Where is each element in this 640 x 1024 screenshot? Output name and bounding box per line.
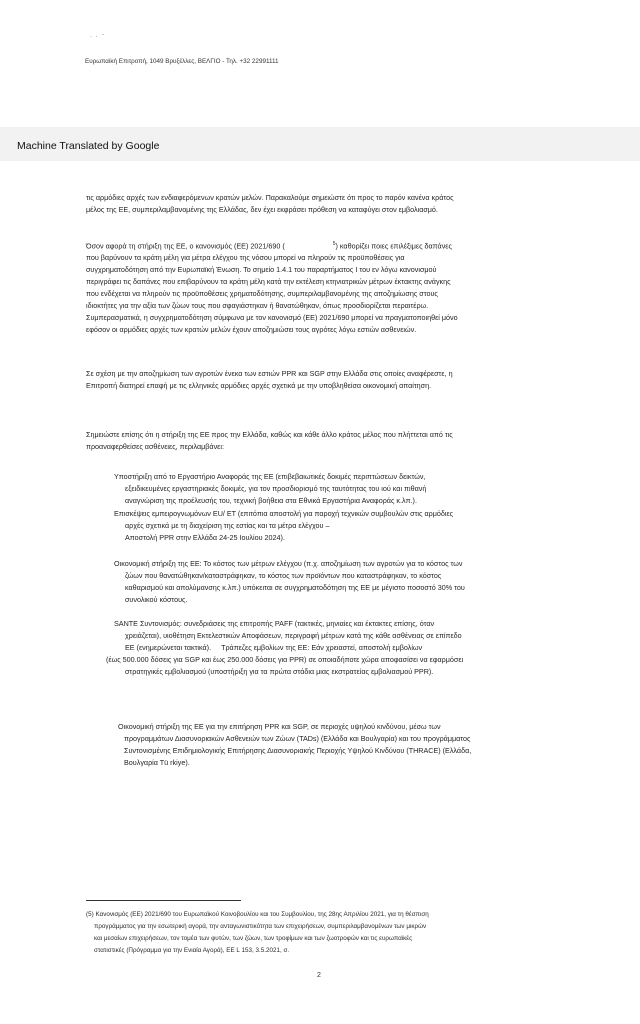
- footnote-ref: 5: [332, 241, 336, 247]
- text-line: και μεσαίων επιχειρήσεων, τον τομέα των φυτών, των ζώων, των τροφίμων και των ζωοτροφών και τις ευρωπαϊκές: [94, 935, 413, 942]
- list-item-financial-support: [114, 558, 564, 606]
- p2-text-a: Όσον αφορά τη στήριξη της ΕΕ, ο κανονισμός (ΕΕ) 2021/690 (: [86, 241, 285, 251]
- text-line: Οικονομική στήριξη της ΕΕ: Το κόστος των μέτρων ελέγχου (π.χ. αποζημίωση των αγροτών για το κόστος των: [114, 559, 463, 568]
- paragraph-1: [86, 192, 556, 216]
- text-line: που βαρύνουν τα κράτη μέλη για μέτρα ελέγχου της νόσου μπορεί να πληρούν τις προϋποθέσεις για: [86, 253, 405, 263]
- text-line: εφόσον οι αρμόδιες αρχές των κρατών μελών έχουν αποζημιώσει τους αγρότες λόγω εστιών ασθενειών.: [86, 325, 417, 335]
- p2-text-b: ) καθορίζει ποιες επιλέξιμες δαπάνες: [335, 241, 452, 251]
- paragraph-2: [86, 238, 556, 336]
- text-line: Βουλγαρία Τü rkiye).: [124, 758, 190, 767]
- text-line: Σε σχέση με την αποζημίωση των αγροτών ένεκα των εστιών PPR και SGP στην Ελλάδα στις οποίες αναφέρεστε, η: [86, 369, 453, 378]
- list-d-text-a: ΕΕ (ενημερώνεται τακτικά).: [125, 643, 212, 652]
- text-line: χρειάζεται), υιοθέτηση Εκτελεστικών Αποφάσεων, περιγραφή μέτρων κατά της κάθε ασθένειας σε επίπεδο: [125, 631, 462, 640]
- list-item-sante-coordination: [114, 618, 564, 654]
- list-item-expert-visits: [114, 508, 564, 544]
- text-line: περιγράφει τις δαπάνες που επιβαρύνουν τα κράτη μέλη κατά την εκτέλεση κτηνιατρικών μέτρων έκτακτης ανάγκης: [86, 277, 451, 287]
- commission-address: Ευρωπαϊκή Επιτροπή, 1049 Βρυξέλλες, ΒΕΛΓΙΟ - Τηλ. +32 22991111: [85, 58, 279, 65]
- text-line: Αποστολή PPR στην Ελλάδα 24-25 Ιουλίου 2024).: [125, 533, 285, 542]
- text-line: [86, 909, 556, 921]
- text-line: προαναφερθείσες ασθένειες, περιλαμβάνει:: [86, 442, 224, 451]
- footnote: [86, 909, 556, 957]
- text-line: ιδιοκτήτες για την αξία των ζώων τους που σφαγιάστηκαν ή θανατώθηκαν, όπως προσδιορίζεται περαιτέρω.: [86, 301, 429, 311]
- text-line: προγραμμάτων Διασυνοριακών Ασθενειών των Ζώων (TADs) (Ελλάδα και Βουλγαρία) και του προγράμματος: [124, 734, 471, 743]
- text-line: Επισκέψεις εμπειρογνωμόνων EU/ ET (επιτόπια αποστολή για παροχή τεχνικών συμβουλών στις αρμόδιες: [114, 509, 454, 518]
- paragraph-4: [86, 429, 556, 453]
- paragraph-3: [86, 368, 556, 392]
- text-line: μέλος της ΕΕ, συμπεριλαμβανομένης της Ελλάδας, δεν έχει εκφράσει πρόθεση να καταφύγει στον εμβολιασμό.: [86, 205, 438, 214]
- text-line: που ενδέχεται να πληρούν τις προϋποθέσεις χρηματοδότησης, συμπεριλαμβανομένης της αποζημίωσης στους: [86, 289, 438, 299]
- text-line: SANTE Συντονισμός: συνεδριάσεις της επιτροπής PAFF (τακτικές, μηνιαίες και έκτακτες επίσης, όταν: [114, 619, 435, 628]
- text-line: (έως 500.000 δόσεις για SGP και έως 250.000 δόσεις για PPR) σε οποιαδήποτε χώρα αποφασίσει να εφαρμόσει: [106, 655, 464, 664]
- text-line: Οικονομική στήριξη της ΕΕ για την επιτήρηση PPR και SGP, σε περιοχές υψηλού κινδύνου, μέσω των: [118, 722, 441, 731]
- text-line: εξειδικευμένες εργαστηριακές δοκιμές, για τον προσδιορισμό της ταυτότητας του ιού και πιθανή: [125, 484, 427, 493]
- text-line: ζώων που θανατώθηκαν/καταστράφηκαν, το κόστος των προϊόντων που καταστράφηκαν, το κόστος: [125, 571, 442, 580]
- list-item-eu-reference-lab: [114, 471, 564, 507]
- text-line: Υποστήριξη από το Εργαστήριο Αναφοράς της ΕΕ (επιβεβαιωτικές δοκιμές περιπτώσεων δεικτών,: [114, 472, 426, 481]
- translation-banner: [0, 127, 640, 161]
- text-line: τις αρμόδιες αρχές των ενδιαφερόμενων κρατών μελών. Παρακαλούμε σημειώστε ότι προς το παρόν κανένα κράτος: [86, 193, 454, 202]
- banner-text: Machine Translated by Google: [17, 140, 160, 152]
- text-line: συνολικού κόστους.: [125, 595, 188, 604]
- text-line: Σημειώστε επίσης ότι η στήριξη της ΕΕ προς την Ελλάδα, καθώς και κάθε άλλο κράτος μέλος που πλήττεται από τις: [86, 430, 453, 439]
- text-line: Επιτροπή διατηρεί επαφή με τις ελληνικές αρμόδιες αρχές σχετικά με την υποβληθείσα οικονομική απαίτηση.: [86, 381, 432, 390]
- text-line: Συντονισμένης Επιδημιολογικής Επιτήρησης Διασυνοριακής Περιοχής Υψηλού Κινδύνου (THRACE) (Ελλάδα,: [124, 746, 472, 755]
- header-fragment: · · ⁻: [90, 34, 106, 40]
- vaccine-bank-line: [106, 654, 576, 678]
- text-line: συγχρηματοδότηση από την Ευρωπαϊκή Ένωση. Το σημείο 1.4.1 του παραρτήματος I του εν λόγω κανονισμού: [86, 265, 437, 275]
- text-line: στρατηγικές εμβολιασμού (υποστήριξη για τα πρώτα στάδια μιας εκστρατείας εμβολιασμού PPR).: [125, 667, 434, 676]
- list-item-surveillance-support: [118, 721, 568, 769]
- text-line: Συμπερασματικά, η συγχρηματοδότηση σύμφωνα με τον κανονισμό (ΕΕ) 2021/690 μπορεί να πραγματοποιηθεί μόνο: [86, 313, 458, 323]
- text-line: [86, 238, 556, 252]
- text-line: [114, 642, 564, 654]
- text-line: στατιστικές (Πρόγραμμα για την Ενιαία Αγορά), ΕΕ L 153, 3.5.2021, σ.: [94, 947, 290, 954]
- text-line: αρχές σχετικά με τη διαχείριση της εστίας και τα μέτρα ελέγχου –: [125, 521, 330, 530]
- footnote-text: Κανονισμός (ΕΕ) 2021/690 του Ευρωπαϊκού Κοινοβουλίου και του Συμβουλίου, της 28ης Απριλίου 2021, για τη θέσπιση: [95, 911, 429, 918]
- footnote-marker: (5): [86, 911, 94, 918]
- list-d-text-b: Τράπεζες εμβολίων της ΕΕ: Εάν χρειαστεί, αποστολή εμβολίων: [221, 643, 423, 652]
- text-line: προγράμματος για την εσωτερική αγορά, την ανταγωνιστικότητα των επιχειρήσεων, συμπεριλαμβανομένων των μικρών: [94, 923, 427, 930]
- text-line: αναγνώριση της προέλευσής του, τεχνική βοήθεια στα Εθνικά Εργαστήρια Αναφοράς κ.λπ.).: [125, 496, 417, 505]
- text-line: καθαρισμού και απολύμανσης κ.λπ.) υπόκειται σε συγχρηματοδότηση της ΕΕ με μέγιστο ποσοστό 30% του: [125, 583, 465, 592]
- page-number: 2: [317, 972, 321, 979]
- footnote-divider: [86, 900, 241, 901]
